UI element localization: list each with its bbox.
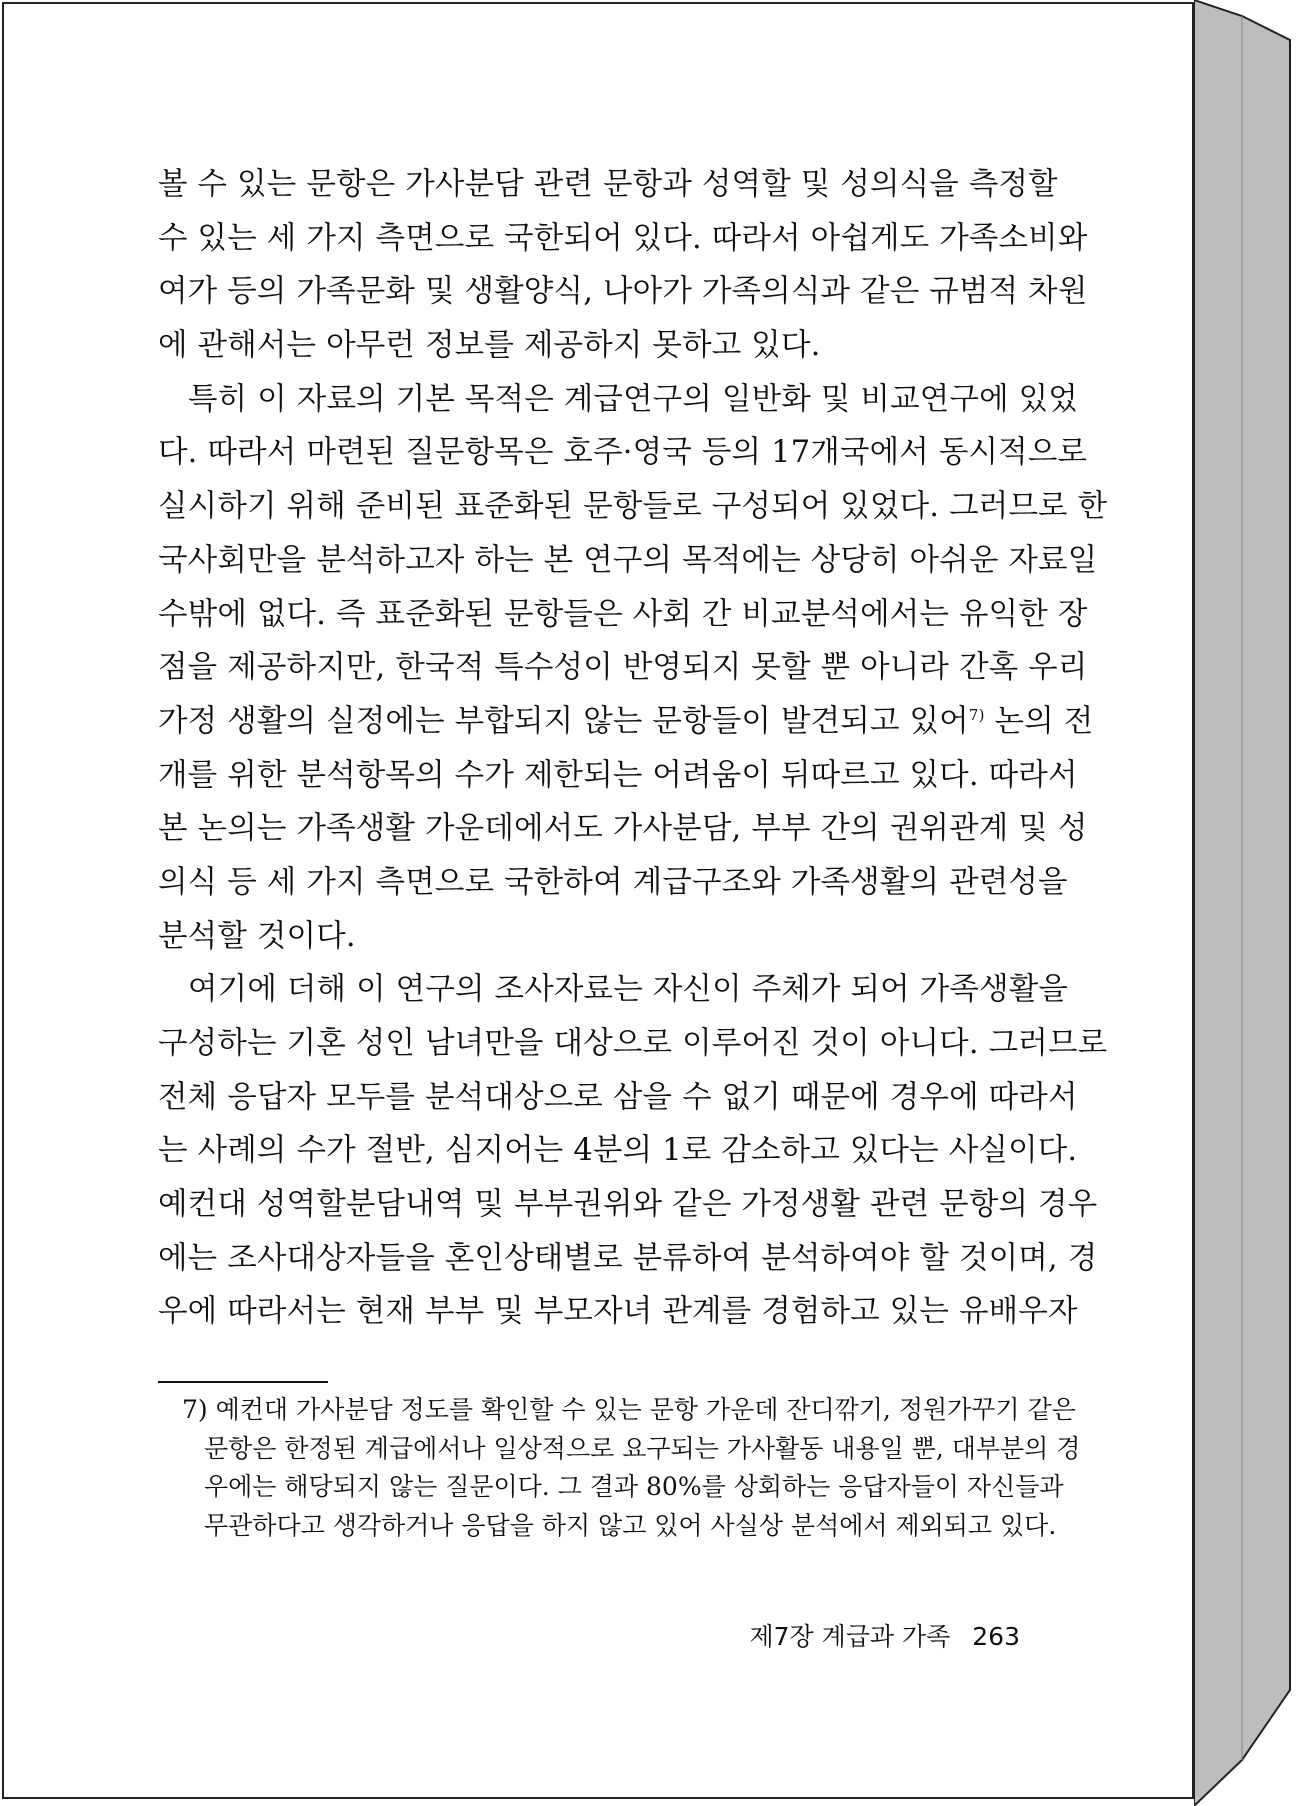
text-line: 에는 조사대상자들을 혼인상태별로 분류하여 분석하여야 할 것이며, 경 bbox=[158, 1240, 1098, 1276]
text-line: 예컨대 성역할분담내역 및 부부권위와 같은 가정생활 관련 문항의 경우 bbox=[158, 1187, 1098, 1223]
footnote-divider bbox=[158, 1381, 328, 1383]
text-segment: 가정 생활의 실정에는 부합되지 않는 문항들이 발견되고 있어 bbox=[158, 703, 969, 739]
footnote-line: 7) 예컨대 가사분담 정도를 확인할 수 있는 문항 가운데 잔디깎기, 정원가꾸기 같은 bbox=[182, 1395, 1076, 1424]
page-stack-edge bbox=[1194, 0, 1311, 1806]
footnote-ref[interactable]: 7) bbox=[968, 705, 985, 724]
text-line: 본 논의는 가족생활 가운데에서도 가사분담, 부부 간의 권위관계 및 성 bbox=[158, 811, 1088, 847]
text-line: 여기에 더해 이 연구의 조사자료는 자신이 주체가 되어 가족생활을 bbox=[188, 972, 1069, 1008]
footnote bbox=[182, 1391, 1081, 1545]
text-line: 구성하는 기혼 성인 남녀만을 대상으로 이루어진 것이 아니다. 그러므로 bbox=[158, 1026, 1108, 1061]
text-line: 국사회만을 분석하고자 하는 본 연구의 목적에는 상당히 아쉬운 자료일 bbox=[158, 542, 1098, 578]
body-text bbox=[158, 158, 1108, 1339]
text-line: 는 사례의 수가 절반, 심지어는 4분의 1로 감소하고 있다는 사실이다. bbox=[158, 1133, 1078, 1169]
text-line: 볼 수 있는 문항은 가사분담 관련 문항과 성역할 및 성의식을 측정할 bbox=[158, 167, 1058, 202]
text-line: 특히 이 자료의 기본 목적은 계급연구의 일반화 및 비교연구에 있었 bbox=[188, 381, 1078, 417]
text-line: 전체 응답자 모두를 분석대상으로 삼을 수 없기 때문에 경우에 따라서 bbox=[158, 1079, 1078, 1115]
text-line: 실시하기 위해 준비된 표준화된 문항들로 구성되어 있었다. 그러므로 한 bbox=[158, 489, 1108, 525]
text-line: 분석할 것이다. bbox=[158, 918, 356, 954]
text-line: 의식 등 세 가지 측면으로 국한하여 계급구조와 가족생활의 관련성을 bbox=[158, 864, 1068, 900]
running-footer bbox=[720, 1617, 1020, 1653]
page-number: 263 bbox=[972, 1622, 1020, 1651]
chapter-title: 제7장 계급과 가족 bbox=[749, 1622, 951, 1651]
footnote-line: 무관하다고 생각하거나 응답을 하지 않고 있어 사실상 분석에서 제외되고 있다. bbox=[204, 1510, 1057, 1540]
footnote-line: 우에는 해당되지 않는 질문이다. 그 결과 80%를 상회하는 응답자들이 자신들과 bbox=[204, 1472, 1064, 1501]
text-segment: 논의 전 bbox=[994, 703, 1094, 739]
text-line: 수 있는 세 가지 측면으로 국한되어 있다. 따라서 아쉽게도 가족소비와 bbox=[158, 220, 1088, 256]
text-line-with-footnote bbox=[158, 695, 1094, 749]
text-line: 우에 따라서는 현재 부부 및 부모자녀 관계를 경험하고 있는 유배우자 bbox=[158, 1294, 1078, 1330]
text-line: 에 관해서는 아무런 정보를 제공하지 못하고 있다. bbox=[158, 328, 821, 364]
text-line: 여가 등의 가족문화 및 생활양식, 나아가 가족의식과 같은 규범적 차원 bbox=[158, 274, 1088, 310]
text-line: 개를 위한 분석항목의 수가 제한되는 어려움이 뒤따르고 있다. 따라서 bbox=[158, 757, 1078, 793]
footnote-line: 문항은 한정된 계급에서나 일상적으로 요구되는 가사활동 내용일 뿐, 대부분의 경 bbox=[204, 1433, 1081, 1463]
text-line: 다. 따라서 마련된 질문항목은 호주·영국 등의 17개국에서 동시적으로 bbox=[158, 435, 1088, 471]
text-line: 점을 제공하지만, 한국적 특수성이 반영되지 못할 뿐 아니라 간혹 우리 bbox=[158, 650, 1088, 686]
text-line: 수밖에 없다. 즉 표준화된 문항들은 사회 간 비교분석에서는 유익한 장 bbox=[158, 596, 1088, 632]
